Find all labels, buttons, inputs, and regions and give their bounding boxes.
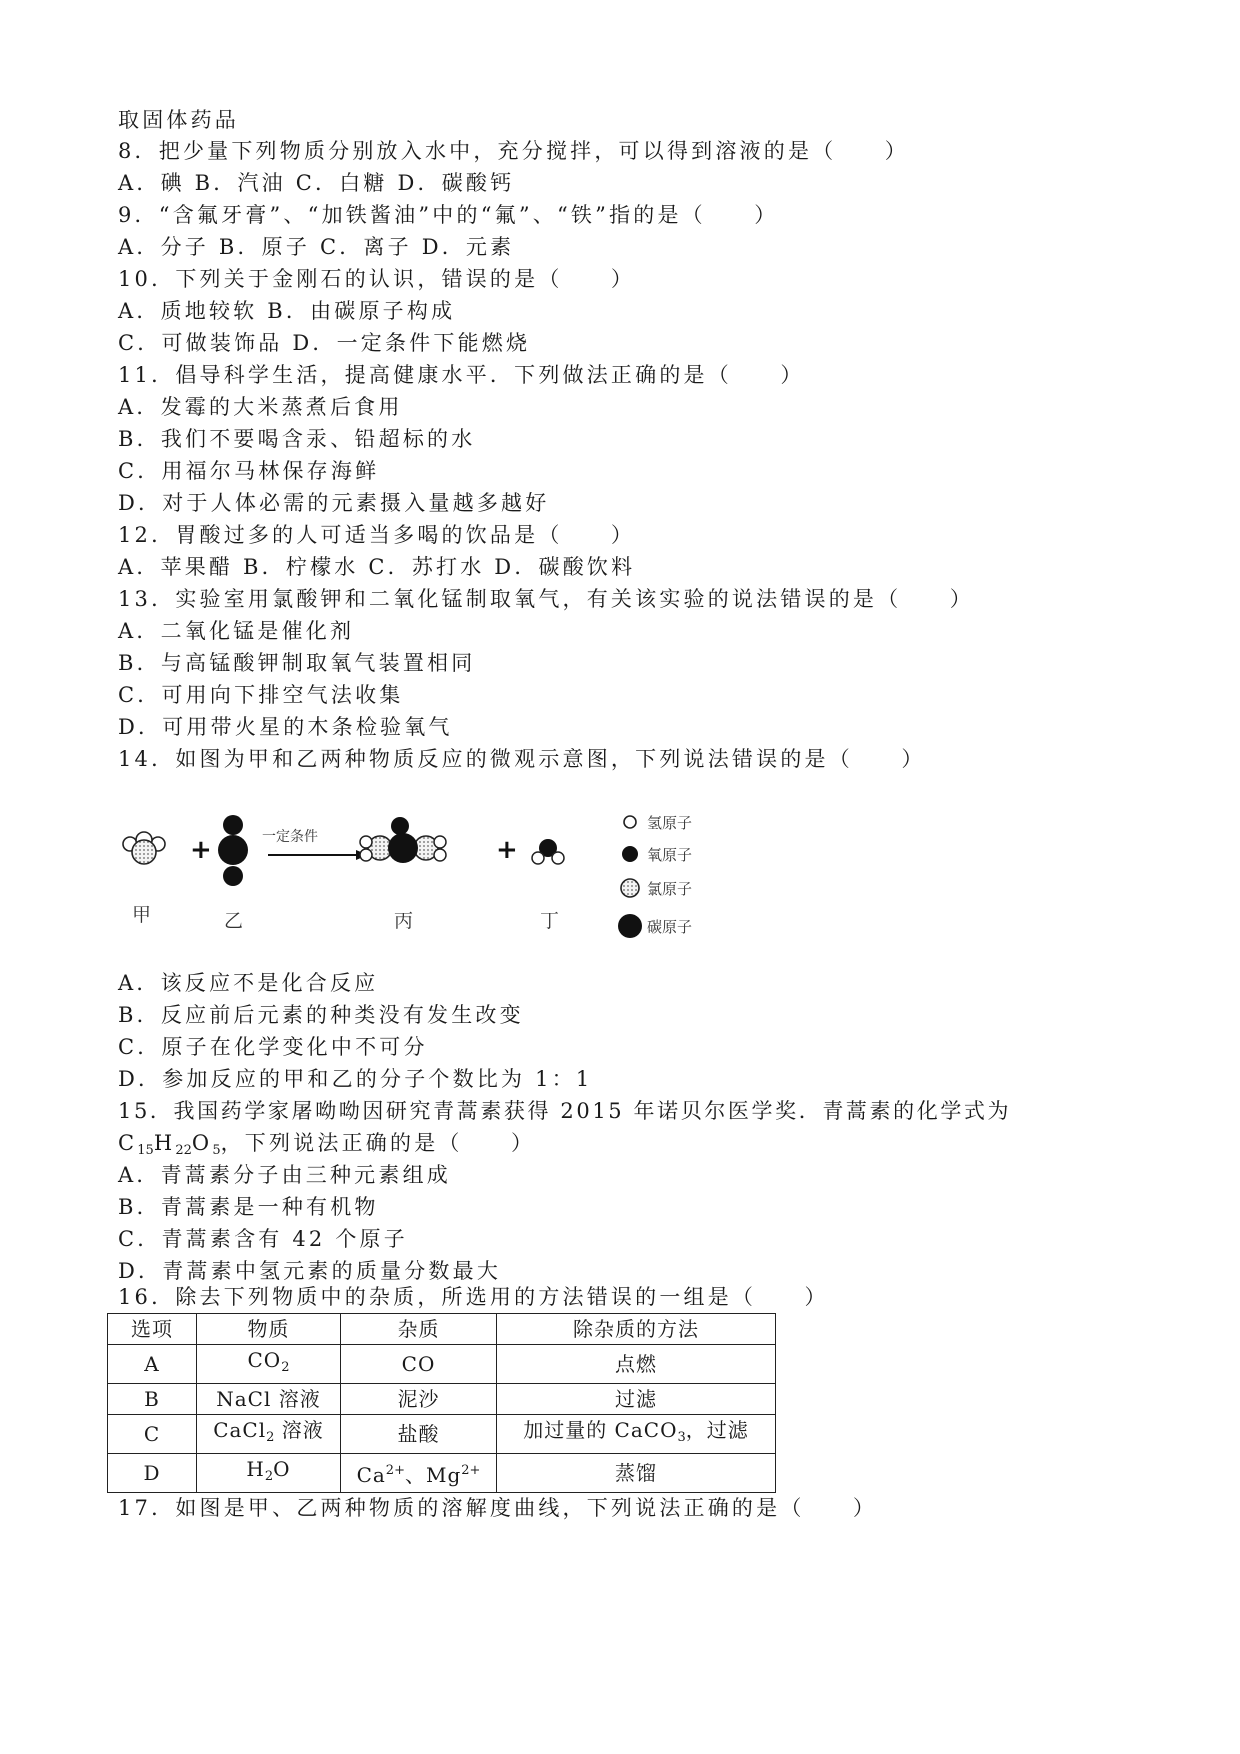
question-8: 8．把少量下列物质分别放入水中，充分搅拌，可以得到溶液的是（ ）: [118, 139, 909, 163]
legend-oxygen: [647, 844, 692, 865]
table-cell-substance: [197, 1415, 341, 1454]
table-header: 杂质: [341, 1314, 497, 1345]
question-10: 10．下列关于金刚石的认识，错误的是（ ）: [118, 267, 636, 291]
table-cell-substance-subscript: 2: [281, 1360, 290, 1375]
question-12-options: A．苹果醋 B．柠檬水 C．苏打水 D．碳酸饮料: [118, 555, 636, 579]
legend-hydrogen: [647, 812, 692, 833]
legend-carbon: [647, 916, 692, 937]
table-cell-substance: [197, 1345, 341, 1384]
question-10-options-ab: A．质地较软 B．由碳原子构成: [118, 299, 456, 323]
question-12: 12．胃酸过多的人可适当多喝的饮品是（ ）: [118, 523, 636, 547]
table-cell-substance-text-b: O: [273, 1457, 291, 1481]
molecule-yi-icon: [218, 815, 248, 886]
table-header-row: [108, 1314, 776, 1345]
molecule-jia-icon: [123, 832, 165, 864]
question-17: 17．如图是甲、乙两种物质的溶解度曲线，下列说法正确的是（ ）: [118, 1496, 878, 1520]
molecule-ding-icon: [532, 839, 564, 864]
table-cell-substance: NaCl 溶液: [197, 1384, 341, 1415]
table-cell-option: B: [108, 1384, 197, 1415]
table-row: [108, 1454, 776, 1493]
label-ding: 丁: [540, 910, 560, 932]
table-header: 选项: [108, 1314, 197, 1345]
table-cell-substance-subscript: 2: [266, 1430, 275, 1445]
table-cell-impurity-text-b: 、Mg: [404, 1463, 462, 1487]
table-cell-substance-text-b: 溶液: [274, 1418, 324, 1442]
line-continuation: 取固体药品: [118, 108, 239, 132]
table-cell-option: C: [108, 1415, 197, 1454]
question-16: 16．除去下列物质中的杂质，所选用的方法错误的一组是（ ）: [118, 1285, 829, 1309]
label-jia: 甲: [132, 904, 152, 926]
svg-text:+: +: [496, 835, 518, 865]
question-13-option-c: C．可用向下排空气法收集: [118, 683, 404, 707]
question-13-option-d: D．可用带火星的木条检验氧气: [118, 715, 453, 739]
table-cell-substance-text-a: CaCl: [213, 1418, 267, 1442]
legend-chlorine: [647, 878, 692, 899]
legend-carbon-label: 碳原子: [647, 918, 693, 936]
oxygen-atom-icon: [622, 846, 638, 862]
question-15-option-b: B．青蒿素是一种有机物: [118, 1195, 379, 1219]
legend-oxygen-label: 氧原子: [647, 846, 693, 864]
question-15-line-1: 15．我国药学家屠呦呦因研究青蒿素获得 2015 年诺贝尔医学奖．青蒿素的化学式为: [118, 1099, 1012, 1123]
formula-h: H: [153, 1131, 176, 1155]
table-header: 物质: [197, 1314, 341, 1345]
svg-text:+: +: [190, 835, 212, 865]
question-9-options: A．分子 B．原子 C．离子 D．元素: [118, 235, 515, 259]
legend-chlorine-label: 氯原子: [647, 880, 693, 898]
table-cell-substance-text: CO: [247, 1348, 282, 1372]
table-cell-method: 过滤: [497, 1384, 776, 1415]
reaction-diagram: [118, 808, 738, 958]
question-15-option-d: D．青蒿素中氢元素的质量分数最大: [118, 1259, 502, 1283]
legend-hydrogen-label: 氢原子: [647, 814, 693, 832]
formula-c: C: [118, 1131, 138, 1155]
formula-o-count: 5: [212, 1143, 221, 1158]
table-cell-substance-text-a: H: [246, 1457, 265, 1481]
question-11-option-d: D．对于人体必需的元素摄入量越多越好: [118, 491, 550, 515]
table-cell-substance: [197, 1454, 341, 1493]
table-row: [108, 1384, 776, 1415]
table-cell-impurity-text-a: Ca: [356, 1463, 386, 1487]
table-cell-impurity: CO: [341, 1345, 497, 1384]
question-11: 11．倡导科学生活，提高健康水平．下列做法正确的是（ ）: [118, 363, 805, 387]
formula-c-count: 15: [137, 1143, 154, 1158]
table-cell-method-text-a: 加过量的 CaCO: [523, 1418, 678, 1442]
question-11-option-c: C．用福尔马林保存海鲜: [118, 459, 380, 483]
table-cell-method: 点燃: [497, 1345, 776, 1384]
label-bing: 丙: [394, 910, 414, 932]
molecule-bing-icon: [360, 817, 446, 863]
question-9: 9．“含氟牙膏”、“加铁酱油”中的“氟”、“铁”指的是（ ）: [118, 203, 779, 227]
question-10-options-cd: C．可做装饰品 D．一定条件下能燃烧: [118, 331, 531, 355]
table-cell-method-text-b: ，过滤: [685, 1418, 749, 1442]
table-cell-method-subscript: 3: [677, 1430, 686, 1445]
table-cell-substance-subscript: 2: [264, 1469, 274, 1484]
question-14-option-d: D．参加反应的甲和乙的分子个数比为 1：1: [118, 1067, 593, 1091]
table-cell-method: 蒸馏: [497, 1454, 776, 1493]
question-14-option-b: B．反应前后元素的种类没有发生改变: [118, 1003, 524, 1027]
question-15-option-a: A．青蒿素分子由三种元素组成: [118, 1163, 451, 1187]
table-cell-impurity: [341, 1454, 497, 1493]
question-11-option-b: B．我们不要喝含汞、铅超标的水: [118, 427, 476, 451]
question-13-option-b: B．与高锰酸钾制取氧气装置相同: [118, 651, 476, 675]
table-cell-impurity: 泥沙: [341, 1384, 497, 1415]
table-cell-method: [497, 1415, 776, 1454]
impurity-table: [107, 1313, 776, 1493]
reaction-diagram-graphic: [118, 808, 738, 958]
table-row: [108, 1415, 776, 1454]
question-15-stem-rest: ，下列说法正确的是（ ）: [220, 1131, 536, 1155]
table-cell-option: A: [108, 1345, 197, 1384]
table-header: 除杂质的方法: [497, 1314, 776, 1345]
table-cell-impurity-charge-1: 2+: [385, 1463, 405, 1478]
carbon-atom-icon: [618, 914, 642, 938]
chlorine-atom-icon: [621, 879, 639, 897]
question-14-option-c: C．原子在化学变化中不可分: [118, 1035, 428, 1059]
formula-o: O: [191, 1131, 213, 1155]
question-8-options: A．碘 B．汽油 C．白糖 D．碳酸钙: [118, 171, 515, 195]
formula-h-count: 22: [175, 1143, 192, 1158]
arrow-condition-label: 一定条件: [262, 829, 318, 845]
question-13: 13．实验室用氯酸钾和二氧化锰制取氧气，有关该实验的说法错误的是（ ）: [118, 587, 974, 611]
table-row: [108, 1345, 776, 1384]
table-cell-impurity-charge-2: 2+: [461, 1463, 481, 1478]
table-cell-option: D: [108, 1454, 197, 1493]
table-cell-impurity: 盐酸: [341, 1415, 497, 1454]
label-yi: 乙: [224, 910, 244, 932]
question-11-option-a: A．发霉的大米蒸煮后食用: [118, 395, 403, 419]
question-13-option-a: A．二氧化锰是催化剂: [118, 619, 355, 643]
question-14: 14．如图为甲和乙两种物质反应的微观示意图，下列说法错误的是（ ）: [118, 747, 926, 771]
question-14-option-a: A．该反应不是化合反应: [118, 971, 379, 995]
hydrogen-atom-icon: [624, 816, 636, 828]
question-15-option-c: C．青蒿素含有 42 个原子: [118, 1227, 408, 1251]
